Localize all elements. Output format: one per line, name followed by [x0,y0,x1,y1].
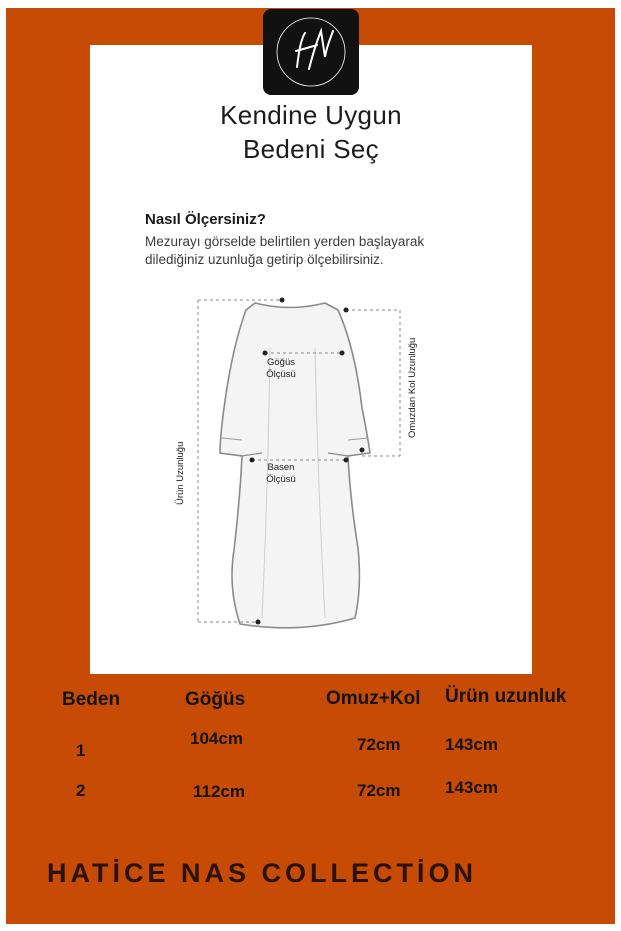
row-2-shoulder-sleeve: 72cm [357,781,401,800]
row-2-length: 143cm [445,778,498,797]
sleeve-length-label: Omuzdan Kol Uzunluğu [407,337,418,438]
col-header-chest: Göğüs [185,689,246,710]
how-to-measure-text: Mezurayı görselde belirtilen yerden başlayarak dilediğiniz uzunluğa getirip ölçebilirsiniz. [145,234,425,267]
row-2-size: 2 [76,781,86,800]
how-to-measure-heading: Nasıl Ölçersiniz? [145,211,266,228]
page-title-line-2: Bedeni Seç [243,134,379,164]
brand-logo [263,9,359,95]
product-length-label: Ürün Uzunluğu [175,441,186,505]
chest-measure-label: Göğüs Ölçüsü [266,357,296,380]
row-1-size: 1 [76,741,86,760]
row-1-chest: 104cm [190,729,243,748]
page-title-line-1: Kendine Uygun [220,100,402,130]
row-1-length: 143cm [445,735,498,754]
row-1-shoulder-sleeve: 72cm [357,735,401,754]
col-header-size: Beden [62,689,121,710]
col-header-shoulder-sleeve: Omuz+Kol [326,688,421,709]
brand-footer: HATİCE NAS COLLECTİON [47,858,477,888]
row-2-chest: 112cm [193,782,245,801]
hip-measure-label: Basen Ölçüsü [266,462,296,485]
col-header-length: Ürün uzunluk [445,686,567,707]
